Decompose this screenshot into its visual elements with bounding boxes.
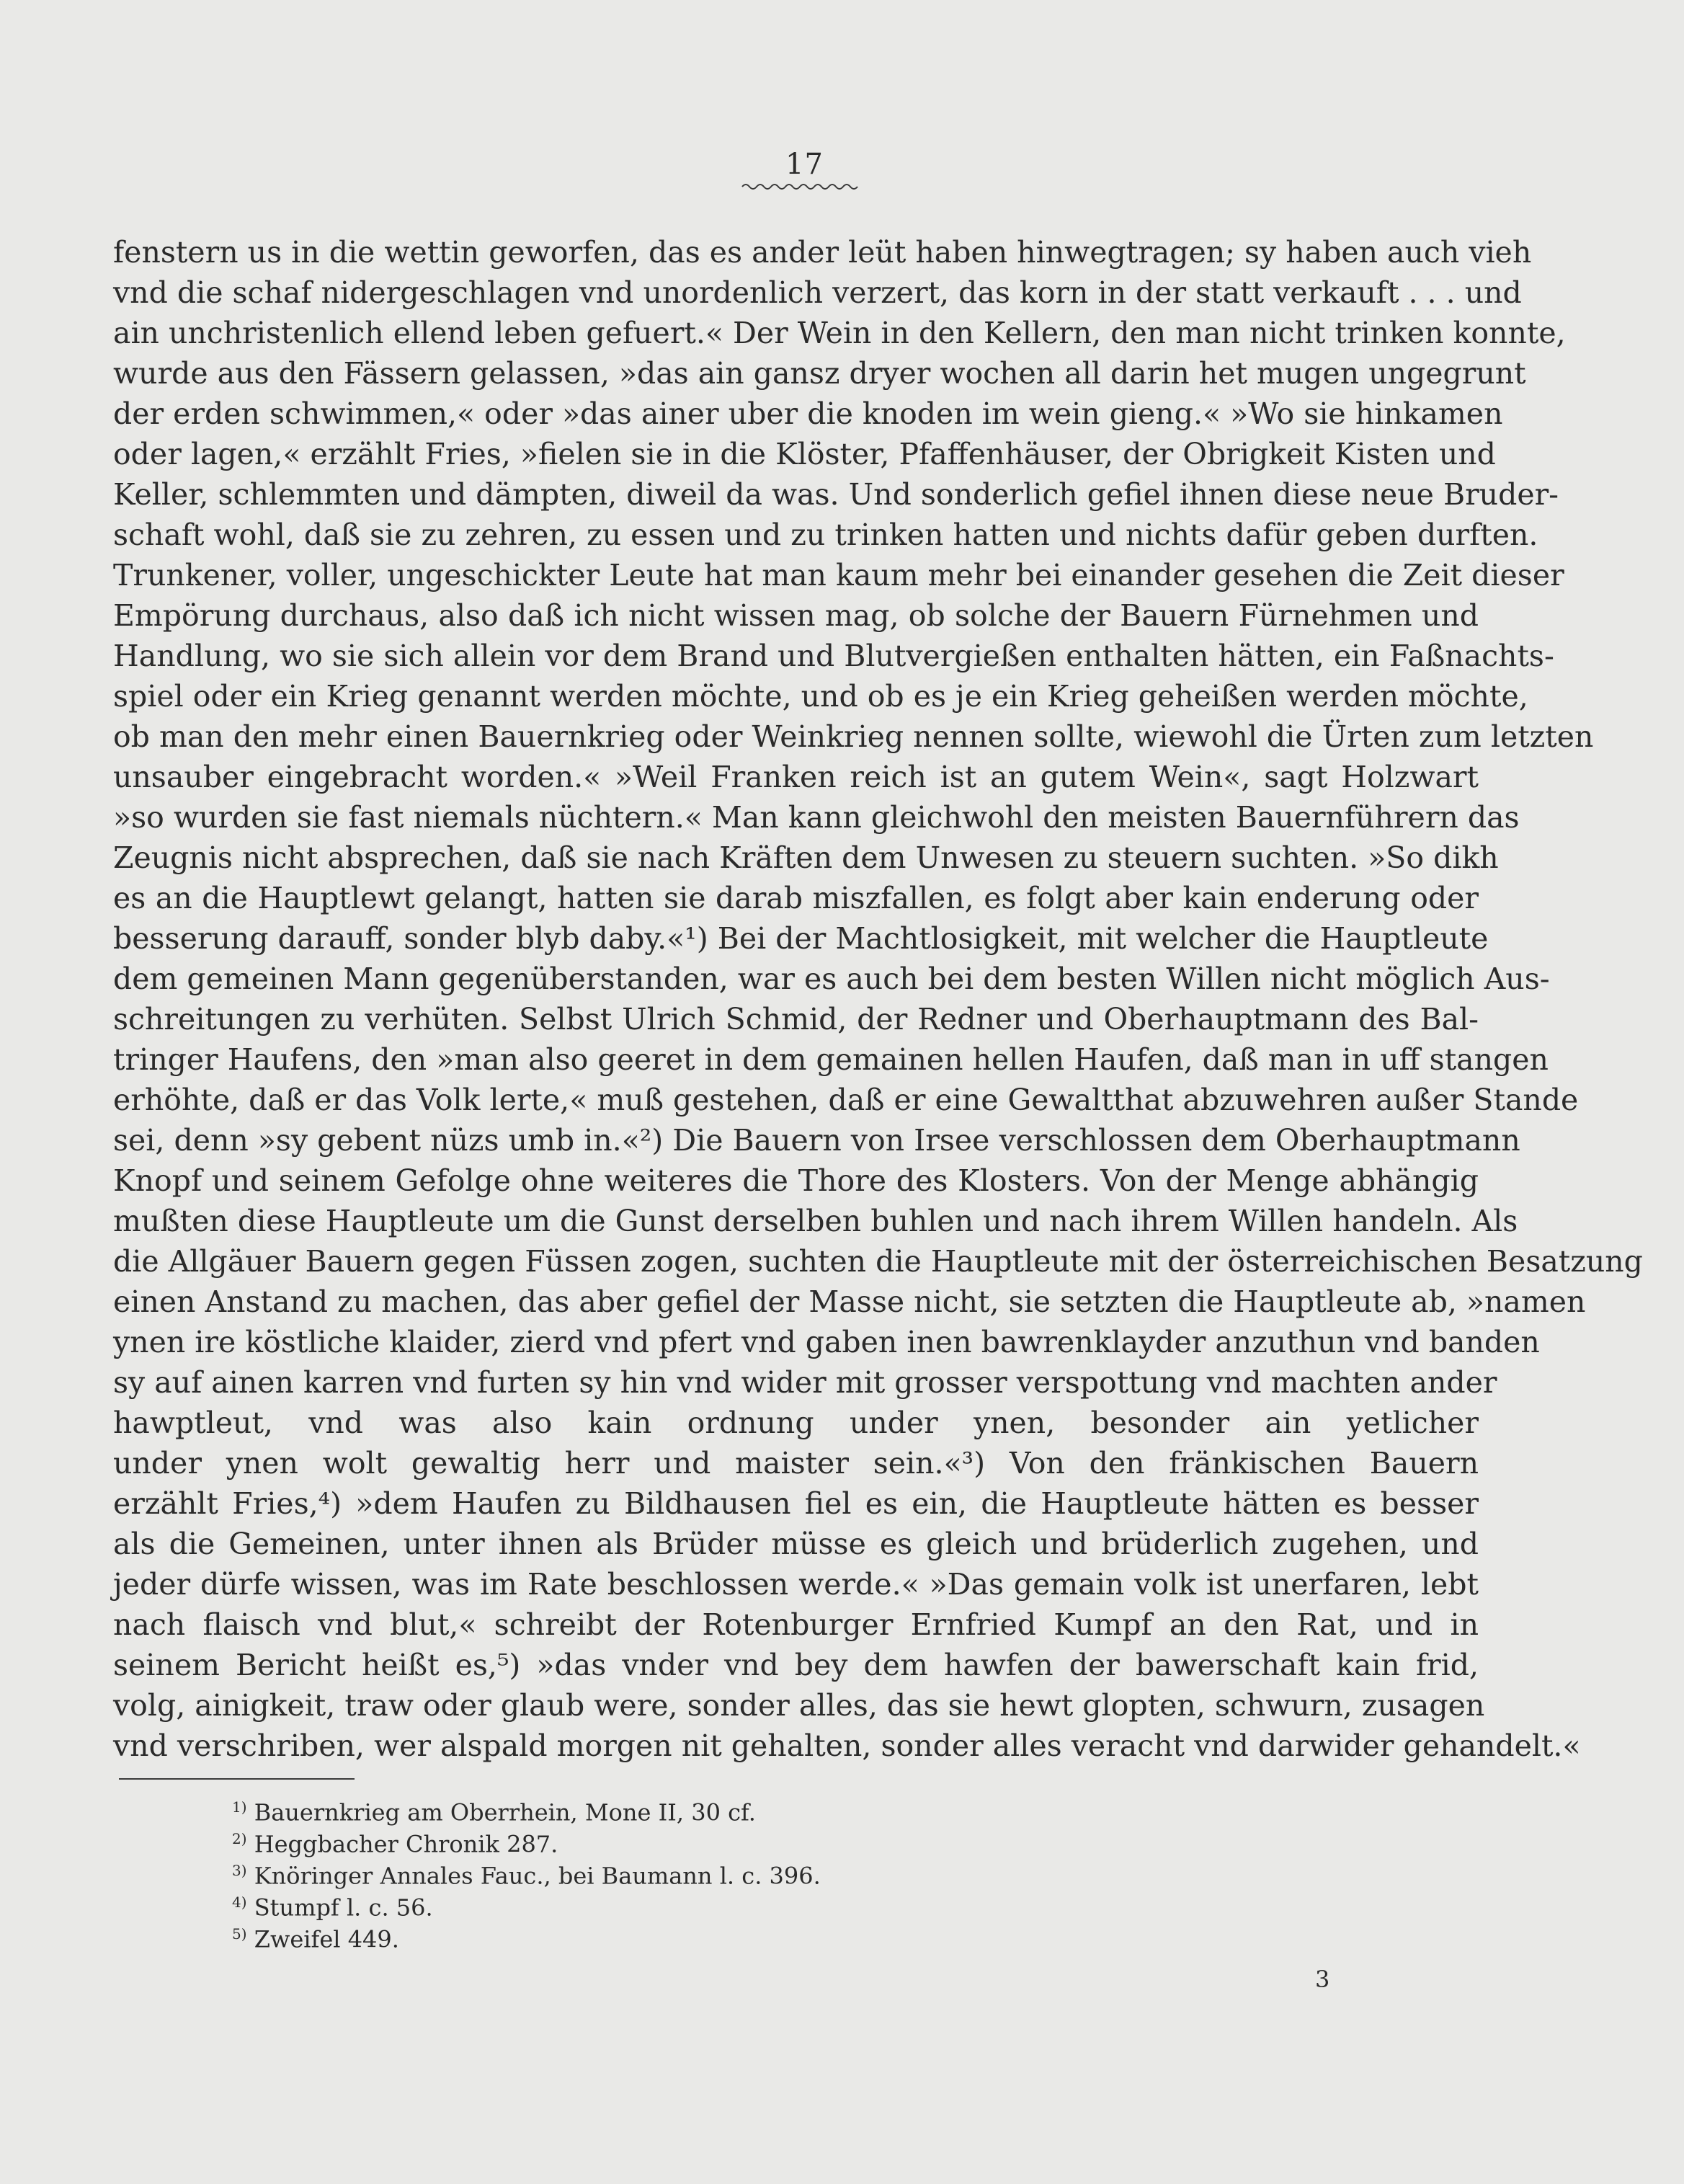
- text-line: ain unchristenlich ellend leben gefuert.« Der Wein in den Kellern, den man nicht trinken konnte,: [113, 316, 1566, 350]
- text-line: als die Gemeinen, unter ihnen als Brüder müsse es gleich und brüderlich zugehen, und: [113, 1527, 1479, 1561]
- text-line: ynen ire köstliche klaider, zierd vnd pfert vnd gaben inen bawrenklayder anzuthun vnd banden: [113, 1325, 1540, 1359]
- text-line: Zeugnis nicht absprechen, daß sie nach Kräften dem Unwesen zu steuern suchten. »So dikh: [113, 840, 1499, 875]
- footnote-mark: 1): [232, 1798, 247, 1816]
- footnotes: [232, 1791, 821, 1953]
- text-line: erhöhte, daß er das Volk lerte,« muß gestehen, daß er eine Gewaltthat abzuwehren außer Stande: [113, 1083, 1579, 1117]
- text-line: Handlung, wo sie sich allein vor dem Brand und Blutvergießen enthalten hätten, ein Faßnachts-: [113, 639, 1554, 673]
- text-line: besserung darauff, sonder blyb daby.«¹) Bei der Machtlosigkeit, mit welcher die Hauptleute: [113, 921, 1489, 956]
- text-line: hawptleut, vnd was also kain ordnung under ynen, besonder ain yetlicher: [113, 1406, 1479, 1440]
- text-line: einen Anstand zu machen, das aber gefiel der Masse nicht, sie setzten die Hauptleute ab, »namen: [113, 1284, 1586, 1319]
- footnote-text: Knöringer Annales Fauc., bei Baumann l. c. 396.: [254, 1862, 821, 1890]
- footnote: [232, 1823, 821, 1858]
- footnote: [232, 1791, 821, 1826]
- text-line: Keller, schlemmten und dämpten, diweil da was. Und sonderlich gefiel ihnen diese neue Bruder-: [113, 477, 1559, 512]
- text-line: die Allgäuer Bauern gegen Füssen zogen, suchten die Hauptleute mit der österreichischen Besatzung: [113, 1244, 1643, 1279]
- footnote-text: Heggbacher Chronik 287.: [254, 1830, 558, 1858]
- page-number-ornament: [742, 182, 857, 192]
- text-line: ob man den mehr einen Bauernkrieg oder Weinkrieg nennen sollte, wiewohl die Ürten zum letzten: [113, 719, 1594, 754]
- text-line: nach flaisch vnd blut,« schreibt der Rotenburger Ernfried Kumpf an den Rat, und in: [113, 1607, 1479, 1642]
- text-line: schreitungen zu verhüten. Selbst Ulrich Schmid, der Redner und Oberhauptmann des Bal-: [113, 1002, 1479, 1036]
- text-line: oder lagen,« erzählt Fries, »fielen sie in die Klöster, Pfaffenhäuser, der Obrigkeit Kisten und: [113, 437, 1496, 471]
- footnote-mark: 4): [232, 1894, 247, 1911]
- footnote: [232, 1855, 821, 1890]
- text-line: spiel oder ein Krieg genannt werden möchte, und ob es je ein Krieg geheißen werden möchte,: [113, 679, 1528, 714]
- text-line: sy auf ainen karren vnd furten sy hin vnd wider mit grosser verspottung vnd machten ander: [113, 1365, 1497, 1400]
- footnote-mark: 2): [232, 1830, 247, 1847]
- text-line: mußten diese Hauptleute um die Gunst derselben buhlen und nach ihrem Willen handeln. Als: [113, 1204, 1518, 1238]
- text-line: der erden schwimmen,« oder »das ainer uber die knoden im wein gieng.« »Wo sie hinkamen: [113, 396, 1503, 431]
- text-line: fenstern us in die wettin geworfen, das es ander leüt haben hinwegtragen; sy haben auch vieh: [113, 235, 1532, 270]
- signature-mark: 3: [1315, 1966, 1330, 1993]
- text-line: volg, ainigkeit, traw oder glaub were, sonder alles, das sie hewt glopten, schwurn, zusagen: [113, 1688, 1485, 1723]
- text-line: Trunkener, voller, ungeschickter Leute hat man kaum mehr bei einander gesehen die Zeit dieser: [113, 558, 1564, 592]
- text-line: erzählt Fries,⁴) »dem Haufen zu Bildhausen fiel es ein, die Hauptleute hätten es besser: [113, 1486, 1479, 1521]
- text-line: sei, denn »sy gebent nüzs umb in.«²) Die Bauern von Irsee verschlossen dem Oberhauptmann: [113, 1123, 1520, 1158]
- text-line: wurde aus den Fässern gelassen, »das ain gansz dryer wochen all darin het mugen ungegrunt: [113, 356, 1526, 391]
- text-line: jeder dürfe wissen, was im Rate beschlossen werde.« »Das gemain volk ist unerfaren, lebt: [113, 1567, 1479, 1602]
- text-line: »so wurden sie fast niemals nüchtern.« Man kann gleichwohl den meisten Bauernführern das: [113, 800, 1520, 835]
- footnote: [232, 1918, 821, 1953]
- text-line: vnd verschriben, wer alspald morgen nit gehalten, sonder alles veracht vnd darwider gehandelt.«: [113, 1728, 1581, 1763]
- text-line: es an die Hauptlewt gelangt, hatten sie darab miszfallen, es folgt aber kain enderung oder: [113, 881, 1479, 915]
- text-line: Knopf und seinem Gefolge ohne weiteres die Thore des Klosters. Von der Menge abhängig: [113, 1163, 1479, 1198]
- page-number: 17: [785, 148, 824, 181]
- text-line: dem gemeinen Mann gegenüberstanden, war es auch bei dem besten Willen nicht möglich Aus-: [113, 962, 1550, 996]
- footnote-text: Stumpf l. c. 56.: [254, 1894, 433, 1922]
- footnote-mark: 3): [232, 1862, 247, 1879]
- footnote-mark: 5): [232, 1925, 247, 1943]
- body-text: [113, 232, 1643, 1766]
- text-line: schaft wohl, daß sie zu zehren, zu essen und zu trinken hatten und nichts dafür geben durften.: [113, 518, 1538, 552]
- text-line: seinem Bericht heißt es,⁵) »das vnder vnd bey dem hawfen der bawerschaft kain frid,: [113, 1648, 1479, 1682]
- text-line: unsauber eingebracht worden.« »Weil Franken reich ist an gutem Wein«, sagt Holzwart: [113, 760, 1479, 794]
- footnote: [232, 1886, 821, 1922]
- footnote-text: Bauernkrieg am Oberrhein, Mone II, 30 cf.: [254, 1798, 756, 1826]
- text-line: tringer Haufens, den »man also geeret in dem gemainen hellen Haufen, daß man in uff stangen: [113, 1042, 1549, 1077]
- text-line: vnd die schaf nidergeschlagen vnd unordenlich verzert, das korn in der statt verkauft . . . und: [113, 275, 1522, 310]
- text-line: under ynen wolt gewaltig herr und maister sein.«³) Von den fränkischen Bauern: [113, 1446, 1479, 1481]
- footnote-divider: [119, 1778, 355, 1780]
- footnote-text: Zweifel 449.: [254, 1925, 399, 1953]
- text-line: Empörung durchaus, also daß ich nicht wissen mag, ob solche der Bauern Fürnehmen und: [113, 598, 1479, 633]
